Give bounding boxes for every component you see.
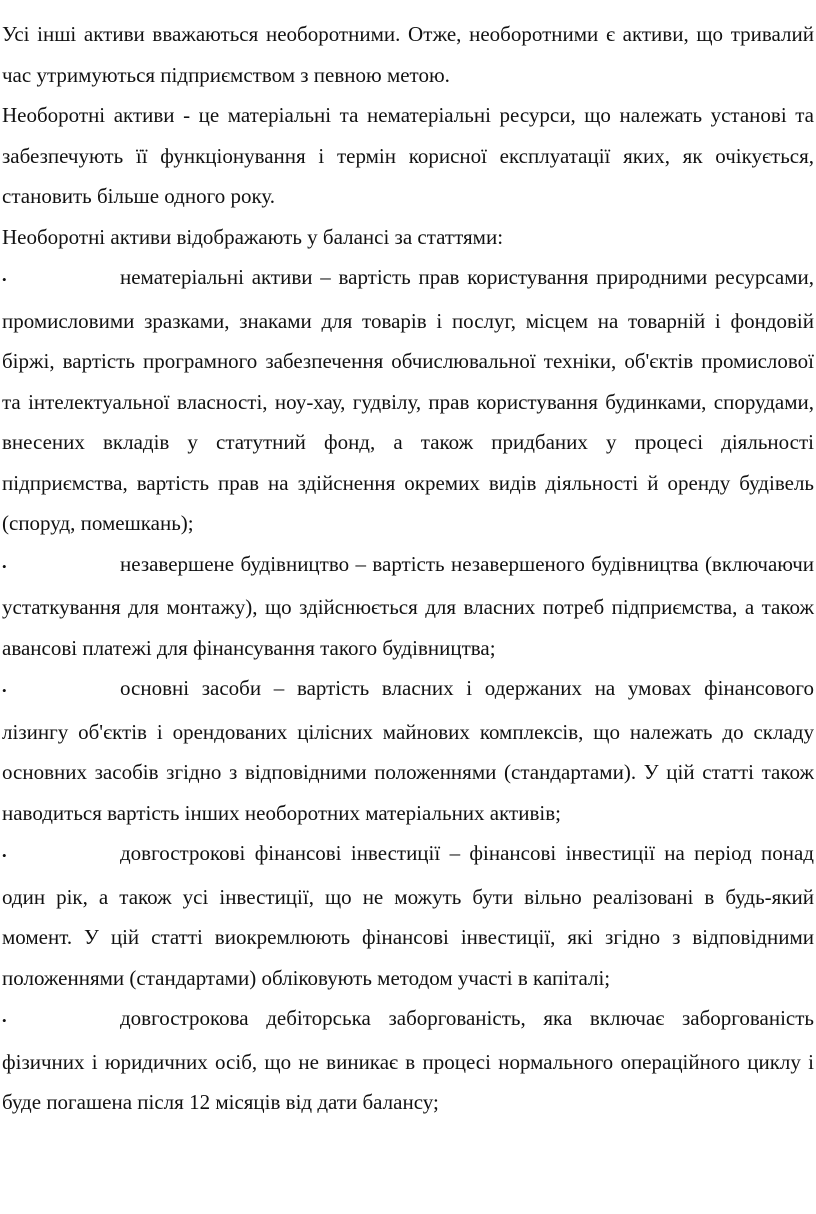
list-item-text: довгострокові фінансові інвестиції – фінансові інвестиції на період понад один рік, а також усі інвестиції, що не можуть бути вільно реалізовані в будь-який момент. У цій статті виокремлюють фінансові інвестиції, які згідно з відповідними положеннями (стандартами) обліковують методом участі в капіталі;	[2, 841, 814, 990]
bullet-icon: •	[2, 848, 7, 863]
bullet-icon: •	[2, 272, 7, 287]
list-item-long-term-receivables	[2, 998, 814, 1123]
list-item-long-term-investments	[2, 833, 814, 998]
paragraph-balance-items: Необоротні активи відображають у балансі за статтями:	[2, 224, 504, 249]
list-item-text: незавершене будівництво – вартість незавершеного будівництва (включаючи устаткування для монтажу), що здійснюється для власних потреб підприємства, а також авансові платежі для фінансування такого будівництва;	[2, 551, 814, 660]
bullet-icon: •	[2, 1013, 7, 1028]
list-item-unfinished-construction	[2, 544, 814, 669]
paragraph-intro: Усі інші активи вважаються необоротними. Отже, необоротними є активи, що тривалий час утримуються підприємством з певною метою.	[2, 22, 814, 87]
bullet-icon: •	[2, 558, 7, 574]
list-item-text: довгострокова дебіторська заборгованість, яка включає заборгованість фізичних і юридичних осіб, що не виникає в процесі нормального операційного циклу і буде погашена після 12 місяців від дати балансу;	[2, 1006, 814, 1114]
list-item-fixed-assets	[2, 668, 814, 833]
bullet-icon: •	[2, 683, 7, 698]
list-item-intangible-assets	[2, 257, 814, 544]
list-item-text: основні засоби – вартість власних і одержаних на умовах фінансового лізингу об'єктів і орендованих цілісних майнових комплексів, що належать до складу основних засобів згідно з відповідними положеннями (стандартами). У цій статті також наводиться вартість інших необоротних матеріальних активів;	[2, 676, 814, 825]
list-item-text: нематеріальні активи – вартість прав користування природними ресурсами, промисловими зразками, знаками для товарів і послуг, місцем на товарній і фондовій біржі, вартість програмного забезпечення обчислювальної техніки, об'єктів промислової та інтелектуальної власності, ноу-хау, гудвілу, прав користування будинками, спорудами, внесених вкладів у статутний фонд, а також придбаних у процесі діяльності підприємства, вартість прав на здійснення окремих видів діяльності й оренду будівель (споруд, помешкань);	[2, 265, 814, 535]
paragraph-definition: Необоротні активи - це матеріальні та нематеріальні ресурси, що належать установі та забезпечують її функціонування і термін корисної експлуатації яких, як очікується, становить більше одного року.	[2, 103, 814, 208]
